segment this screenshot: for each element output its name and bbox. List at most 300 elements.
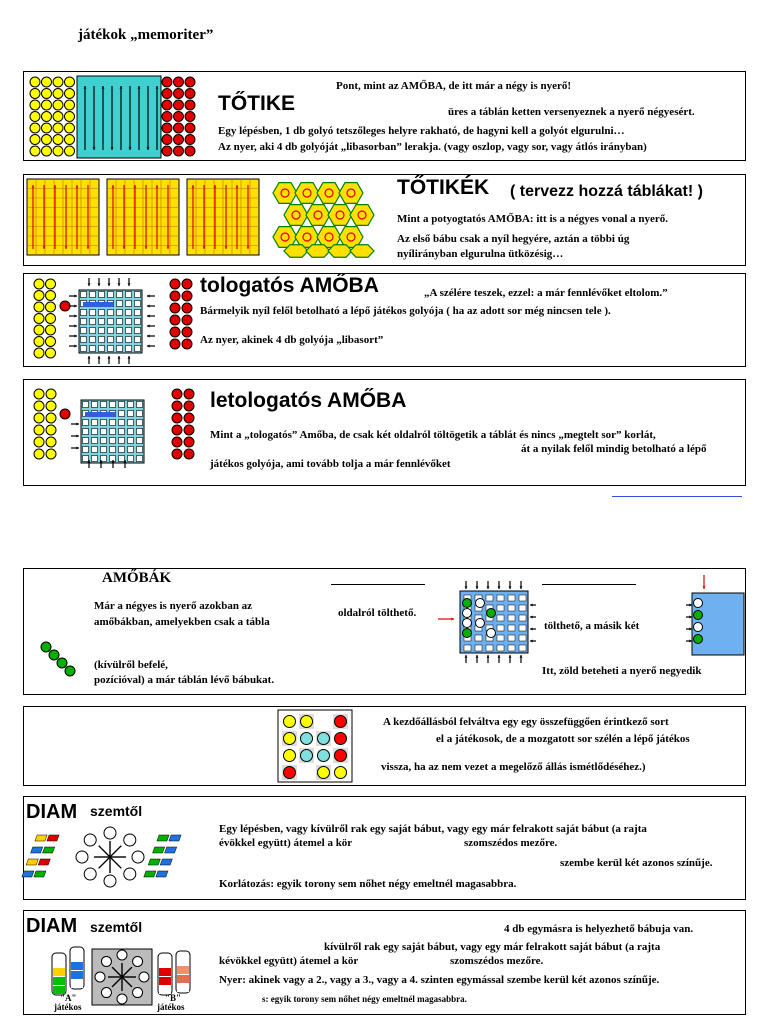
hex-cell [306,205,330,226]
yellow-ball [30,89,40,99]
diam1-line4: Korlátozás: egyik torony sem nőhet négy emeltnél magasabbra. [219,878,517,890]
amobak-other-label: tölthető, a másik két [544,620,640,632]
arrow-down-head [498,586,501,589]
green-ball [57,658,67,668]
yellow-ball [46,314,56,324]
yellow-ball [30,77,40,87]
red-ball [172,437,182,447]
push-board-cell [128,402,134,408]
green-ball [41,642,51,652]
a-bottle-band [53,959,65,967]
yellow-ball [34,437,44,447]
push-board-cell [137,447,143,453]
push-board-cell [108,337,114,343]
yellow-ball [46,348,56,358]
push-board-cell [117,310,123,316]
red-ball [172,401,182,411]
yellow-ball [65,77,75,87]
arrow-left-head [530,628,533,631]
push-board-cell [101,429,107,435]
push-board-cell [101,420,107,426]
piece [487,609,496,618]
a-bottle-band [71,980,83,988]
green-ball [49,650,59,660]
arrow-left-head [74,325,77,328]
cell [497,615,504,621]
red-ball [170,303,180,313]
red-ball [174,135,184,145]
ring-cell [133,956,143,966]
arrow-down-head [476,586,479,589]
red-ball [172,413,182,423]
yellow-ball [30,112,40,122]
yellow-ball [65,112,75,122]
red-arrow-head [451,618,454,621]
red-ball [182,339,192,349]
left-piece [34,871,46,877]
yellow-ball [34,337,44,347]
piece [284,716,296,728]
piece [318,750,330,762]
yellow-ball [30,123,40,133]
b-bottle-band [159,959,171,967]
red-ball [182,279,192,289]
red-ball [170,291,180,301]
arrow-down-head [509,586,512,589]
piece [284,767,296,779]
piece [301,733,313,745]
yellow-ball [53,123,63,133]
push-board-cell [110,420,116,426]
ring-cell [104,827,116,839]
arrow-bottom-head [128,356,131,359]
ring-cell [101,988,111,998]
push-board-cell [135,292,141,298]
diam1-title2: szemtől [90,803,143,819]
yellow-ball [46,449,56,459]
arrow-right-head [147,345,150,348]
kezdo-line2: el a játékosok, de a mozgatott sor szélén a lépő játékos [436,733,690,745]
hex-cell [339,183,363,204]
diam1-illustration [34,827,194,897]
right-piece [144,871,156,877]
player-a-label: "A" [60,993,77,1003]
totike-line4: Az nyer, aki 4 db golyóját „libasorban” lerakja. (vagy oszlop, vagy sor, vagy átlós irányban) [218,141,647,153]
red-ball [185,123,195,133]
cell [475,645,482,651]
star-line [99,857,110,868]
b-bottle-band [159,968,171,976]
arrow-down-head [465,586,468,589]
left-piece [31,847,43,853]
cell [508,605,515,611]
letologatos-line2: át a nyilak felől mindig betolható a lépő [521,443,707,455]
yellow-ball [53,135,63,145]
cell [497,605,504,611]
push-board-cell [81,337,87,343]
push-board-cell [83,447,89,453]
push-board-cell [108,328,114,334]
totikek-title: TŐTIKÉK [397,176,490,199]
cell [519,615,526,621]
push-board-cell [81,292,87,298]
diam2-line3b: szomszédos mezőre. [450,955,544,967]
cell [486,595,493,601]
push-board-cell [108,319,114,325]
push-board-cell [119,411,125,417]
yellow-ball [46,291,56,301]
cell [497,625,504,631]
b-bottle-band [159,977,171,985]
player-b-label: "B" [165,993,181,1003]
hex-cell [317,183,341,204]
cell [508,595,515,601]
piece [318,733,330,745]
red-ball [182,291,192,301]
ring-cell [139,972,149,982]
arrow-up-head [509,655,512,658]
letologatos-panel [23,379,746,486]
piece [694,635,703,644]
red-ball [170,327,180,337]
arrow-top-head [98,283,101,286]
push-board-cell [92,438,98,444]
arrow-right-head [147,315,150,318]
yellow-ball [34,449,44,459]
yellow-ball [34,413,44,423]
hex-cell [284,245,308,257]
yellow-ball [65,123,75,133]
right-piece [156,871,168,877]
kezdo-board [278,710,358,784]
yellow-ball [65,89,75,99]
yellow-ball [42,77,52,87]
red-ball [174,123,184,133]
red-ball [184,401,194,411]
piece [335,733,347,745]
push-board-cell [117,346,123,352]
push-board-cell [99,346,105,352]
arrow-bottom-head [98,356,101,359]
piece [476,599,485,608]
piece [694,599,703,608]
left-piece [22,871,34,877]
push-board-cell [135,337,141,343]
cell [519,625,526,631]
red-ball [185,146,195,156]
red-ball [184,449,194,459]
yellow-ball [46,437,56,447]
totikek-line3: nyílirányban elgurulna ütközésig… [397,248,564,260]
red-ball [162,89,172,99]
red-ball [184,425,194,435]
push-board-cell [92,429,98,435]
red-ball [172,425,182,435]
arrow-bottom-head [108,356,111,359]
red-ball [174,100,184,110]
red-ball [185,89,195,99]
amobak-illustration [24,569,747,696]
piece [301,716,313,728]
push-board-cell [99,310,105,316]
cell [486,645,493,651]
push-board-cell [101,402,107,408]
diam2-title2: szemtől [90,919,143,935]
piece [335,750,347,762]
push-board-cell [128,456,134,462]
push-board-cell [137,402,143,408]
red-ball [162,112,172,122]
totikek-illustration [27,179,387,261]
hex-cell [350,245,374,257]
diam2-panel [23,910,746,1015]
totikek-subtitle: ( tervezz hozzá táblákat! ) [510,183,703,200]
totike-line1: Pont, mint az AMŐBA, de itt már a négy is nyerő! [336,80,572,92]
arrow-top-head [88,283,91,286]
arrow-left-head [530,640,533,643]
arrow-up-head [465,655,468,658]
pushed-row [85,412,115,417]
red-ball [162,135,172,145]
yellow-ball [42,146,52,156]
cell [508,635,515,641]
red-ball [170,315,180,325]
totike-panel [23,71,746,161]
star-line [110,846,121,857]
red-ball [174,112,184,122]
red-ball [174,146,184,156]
tologatos-panel [23,273,746,367]
push-board-cell [128,438,134,444]
totikek-line1: Mint a potyogtatós AMŐBA: itt is a négyes vonal a nyerő. [397,213,669,225]
push-board-cell [117,337,123,343]
red-ball [170,339,180,349]
link-underline[interactable] [612,496,742,497]
right-piece [153,847,165,853]
arrow-left-head [74,345,77,348]
pushed-row [83,302,113,307]
push-board-cell [137,456,143,462]
push-board-cell [119,402,125,408]
cell [497,595,504,601]
cell [519,595,526,601]
diam1-line2b: szomszédos mezőre. [464,837,558,849]
red-ball [170,279,180,289]
piece [463,619,472,628]
push-board-cell [99,337,105,343]
red-arrow-head [703,586,706,589]
push-board-cell [126,319,132,325]
push-board-cell [110,447,116,453]
red-ball [172,449,182,459]
push-board-cell [90,346,96,352]
push-board-cell [92,456,98,462]
push-board-cell [119,429,125,435]
amobak-green-label: Itt, zöld beteheti a nyerő negyedik [542,665,702,677]
push-board-cell [90,328,96,334]
ring-cell [76,851,88,863]
b-bottle-band [177,966,189,974]
red-ball [185,135,195,145]
diam1-title: DIAM [26,801,78,823]
arrow-right-head [147,305,150,308]
push-board-cell [110,402,116,408]
arrow-right-head [147,295,150,298]
yellow-ball [65,135,75,145]
push-board-cell [83,402,89,408]
push-board-cell [110,438,116,444]
page-title: játékok „memoriter” [78,27,214,43]
diam1-line2: évökkel együtt) átemel a kör [219,837,353,849]
hex-cell [306,245,330,257]
push-board-cell [83,429,89,435]
push-board-cell [99,319,105,325]
yellow-ball [46,325,56,335]
red-ball [60,301,70,311]
yellow-ball [53,112,63,122]
piece [463,599,472,608]
push-board-cell [117,301,123,307]
b-bottle-band [177,957,189,965]
push-board-cell [119,438,125,444]
push-board-cell [81,319,87,325]
push-board-cell [137,429,143,435]
yellow-ball [42,112,52,122]
yellow-ball [34,401,44,411]
yellow-ball [53,100,63,110]
push-board-cell [135,301,141,307]
amobak-line3: (kívülről befelé, [94,659,168,671]
push-board-cell [99,328,105,334]
ring-cell [133,988,143,998]
arrow-top-head [118,283,121,286]
hex-cell [295,183,319,204]
green-ball [65,666,75,676]
push-board-cell [92,420,98,426]
diam2-line1: 4 db egymásra is helyezhető bábuja van. [504,923,694,935]
yellow-ball [42,135,52,145]
push-board-cell [128,447,134,453]
left-piece [26,859,38,865]
push-board-cell [126,346,132,352]
hex-cell [284,205,308,226]
amobak-side-label: oldalról tölthető. [338,607,417,619]
yellow-ball [30,135,40,145]
piece [463,629,472,638]
red-ball [182,327,192,337]
push-board-cell [137,411,143,417]
red-ball [174,77,184,87]
diam2-line4: Nyer: akinek vagy a 2., vagy a 3., vagy a 4. szinten egymással szembe kerül két azonos színűje. [219,974,660,986]
ring-cell [124,868,136,880]
push-board-cell [117,328,123,334]
yellow-ball [46,401,56,411]
piece [335,767,347,779]
push-board-cell [126,337,132,343]
yellow-ball [34,325,44,335]
push-board-cell [108,346,114,352]
arrow-left-head [74,295,77,298]
ring-cell [124,834,136,846]
red-ball [185,77,195,87]
diam1-line3: szembe kerül két azonos színűje. [560,857,713,869]
amobak-line4: pozícióval) a már táblán lévő bábukat. [94,674,275,686]
push-board-cell [90,292,96,298]
left-piece [47,835,59,841]
square [299,765,314,780]
push-board-cell [92,447,98,453]
arrow-left-head [76,423,79,426]
red-ball [162,146,172,156]
yellow-ball [30,100,40,110]
a-bottle-band [71,971,83,979]
push-board-cell [126,292,132,298]
yellow-ball [42,123,52,133]
totikek-line2: Az első bábu csak a nyíl hegyére, aztán a többi úg [397,233,630,245]
kezdo-line1: A kezdőállásból felváltva egy egy összefüggően érintkező sort [383,716,669,728]
push-board-cell [126,328,132,334]
letologatos-line3: játékos golyója, ami tovább tolja a már fennlévőket [210,458,451,470]
ring-cell [117,950,127,960]
push-board-cell [81,310,87,316]
diam1-panel [23,796,746,900]
hex-cell [328,245,352,257]
cell [519,605,526,611]
amobak-panel [23,568,746,695]
push-board-cell [135,328,141,334]
amobak-title: AMŐBÁK [102,570,172,586]
cell [464,645,471,651]
arrow-left-head [530,616,533,619]
arrow-up-head [520,655,523,658]
red-ball [162,100,172,110]
ring-cell [132,851,144,863]
square [316,714,331,729]
star-line [99,846,110,857]
arrow-left-head [76,447,79,450]
push-board-cell [119,456,125,462]
tologatos-quote: „A szélére teszek, ezzel: a már fennlévőket eltolom.” [424,287,668,299]
push-board-cell [101,438,107,444]
push-board-cell [83,438,89,444]
tologatos-line1: Bármelyik nyíl felől betolható a lépő játékos golyója ( ha az adott sor még nincsen tele ). [200,305,611,317]
a-bottle-band [71,953,83,961]
push-board-cell [135,319,141,325]
totike-title: TŐTIKE [218,92,295,115]
arrow-down-head [487,586,490,589]
push-board-cell [83,456,89,462]
red-ball [184,413,194,423]
tologatos-title: tologatós AMŐBA [200,274,379,297]
arrow-left-head [74,315,77,318]
yellow-ball [46,413,56,423]
arrow-right-head [147,325,150,328]
push-board-cell [126,310,132,316]
kezdo-panel [23,706,746,786]
push-board-cell [137,438,143,444]
push-board-cell [99,292,105,298]
yellow-ball [46,279,56,289]
red-ball [162,123,172,133]
push-board-cell [117,319,123,325]
diam2-line5: s: egyik torony sem nőhet négy emeltnél magasabbra. [262,994,467,1004]
b-bottle-band [177,975,189,983]
push-board-cell [135,310,141,316]
red-ball [172,389,182,399]
push-board-cell [101,447,107,453]
a-bottle-band [53,977,65,985]
piece [318,767,330,779]
